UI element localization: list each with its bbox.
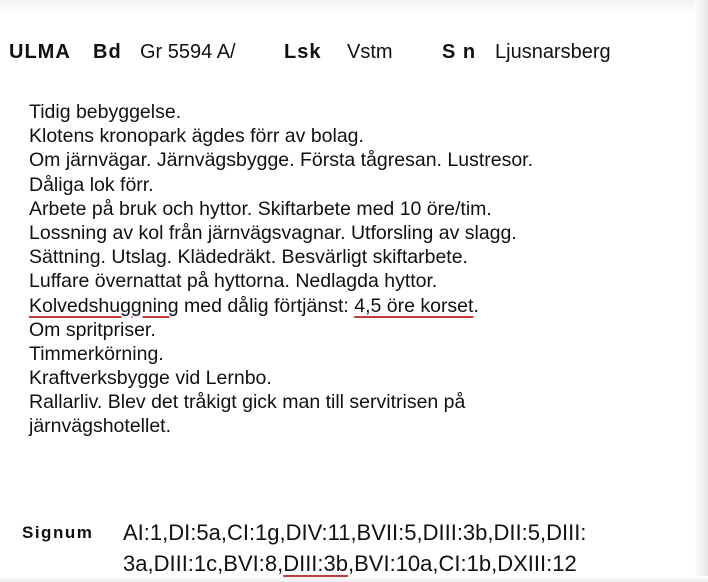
underlined-price: 4,5 öre korset xyxy=(354,294,474,317)
signum-label: Signum xyxy=(22,523,94,542)
body-line: Kraftverksbygge vid Lernbo. xyxy=(29,367,272,390)
body-line-segment: . xyxy=(473,294,479,317)
card-top-edge xyxy=(0,0,708,14)
body-line: Luffare övernattat på hyttorna. Nedlagda hyttor. xyxy=(29,270,438,293)
body-line-kolvedshuggning xyxy=(29,294,689,318)
sn-label: S n xyxy=(442,41,477,63)
signum-line xyxy=(123,548,586,579)
card-body-text xyxy=(29,100,689,439)
body-line: Om järnvägar. Järnvägsbygge. Första tågresan. Lustresor. xyxy=(29,149,534,172)
body-line: Arbete på bruk och hyttor. Skiftarbete med 10 öre/tim. xyxy=(29,197,492,220)
body-line: Lossning av kol från järnvägsvagnar. Utforsling av slagg. xyxy=(29,221,517,244)
bd-label: Bd xyxy=(93,41,122,63)
bd-value: Gr 5594 A/ xyxy=(140,41,236,63)
signum-codes xyxy=(123,517,586,579)
body-line-segment: med dålig förtjänst: xyxy=(178,294,355,317)
body-line: Om spritpriser. xyxy=(29,318,156,341)
signum-segment: ,BVI:10a,CI:1b,DXIII:12 xyxy=(348,551,577,576)
sn-value: Ljusnarsberg xyxy=(495,41,611,63)
body-line: Tidig bebyggelse. xyxy=(29,101,182,123)
body-line: järnvägshotellet. xyxy=(29,415,172,438)
underlined-term: Kolvedshuggning xyxy=(29,294,179,317)
ulma-label: ULMA xyxy=(9,41,71,63)
card-right-edge xyxy=(694,0,708,582)
body-line: Rallarliv. Blev det tråkigt gick man till servitrisen på xyxy=(29,391,466,414)
signum-underlined-code: DIII:3b xyxy=(283,551,348,576)
card-header xyxy=(9,37,689,67)
lsk-value: Vstm xyxy=(347,41,393,63)
signum-segment: 3a,DIII:1c,BVI:8, xyxy=(123,551,284,576)
body-line: Timmerkörning. xyxy=(29,342,164,365)
body-line: Sättning. Utslag. Klädedräkt. Besvärligt skiftarbete. xyxy=(29,246,468,269)
body-line: Dåliga lok förr. xyxy=(29,173,154,196)
lsk-label: Lsk xyxy=(284,41,322,63)
body-line: Klotens kronopark ägdes förr av bolag. xyxy=(29,125,364,148)
signum-line: AI:1,DI:5a,CI:1g,DIV:11,BVII:5,DIII:3b,DII:5,DIII: xyxy=(123,520,587,545)
